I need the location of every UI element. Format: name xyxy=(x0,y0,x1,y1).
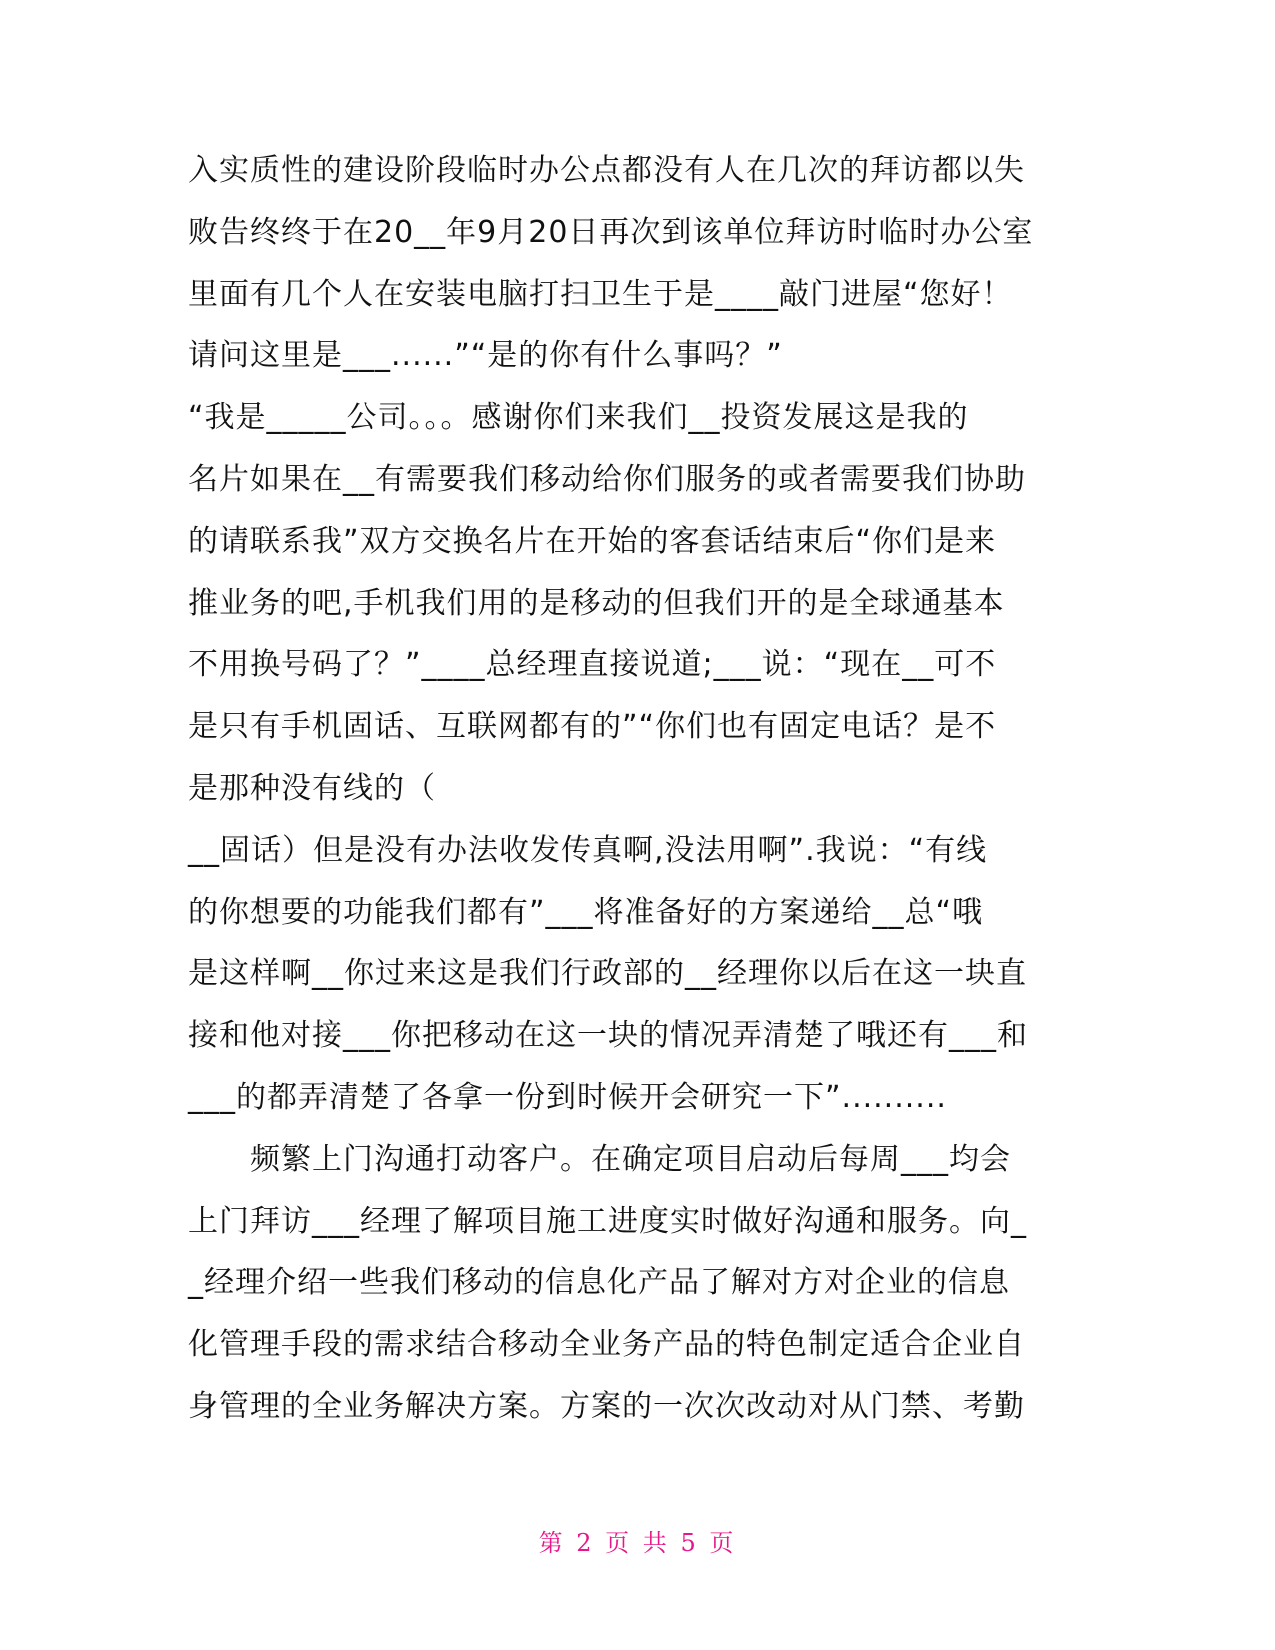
text-line: 身管理的全业务解决方案。方案的一次次改动对从门禁、考勤 xyxy=(188,1388,1025,1424)
text-line: 的请联系我”双方交换名片在开始的客套话结束后“你们是来 xyxy=(188,523,997,559)
text-line: 入实质性的建设阶段临时办公点都没有人在几次的拜访都以失 xyxy=(188,153,1025,188)
text-line: _经理介绍一些我们移动的信息化产品了解对方对企业的信息 xyxy=(188,1265,1010,1301)
text-line: “我是_____公司。。。感谢你们来我们__投资发展这是我的 xyxy=(188,400,969,436)
text-line: ___的都弄清楚了各拿一份到时候开会研究一下”.......... xyxy=(188,1079,947,1115)
text-line: 推业务的吧,手机我们用的是移动的但我们开的是全球通基本 xyxy=(188,585,1005,621)
text-line: 是那种没有线的（ xyxy=(188,770,436,806)
text-line: 败告终终于在20__年9月20日再次到该单位拜访时临时办公室 xyxy=(188,214,1034,250)
paragraph-start-line: 频繁上门沟通打动客户。在确定项目启动后每周___均会 xyxy=(250,1141,1011,1177)
text-line: 请问这里是___......”“是的你有什么事吗？” xyxy=(188,338,783,374)
text-line: 上门拜访___经理了解项目施工进度实时做好沟通和服务。向_ xyxy=(188,1203,1027,1239)
text-line: 名片如果在__有需要我们移动给你们服务的或者需要我们协助 xyxy=(188,461,1026,497)
text-line: 化管理手段的需求结合移动全业务产品的特色制定适合企业自 xyxy=(188,1327,1025,1363)
text-line: 的你想要的功能我们都有”___将准备好的方案递给__总“哦 xyxy=(188,894,984,930)
body-text xyxy=(188,140,1088,1438)
text-line: 接和他对接___你把移动在这一块的情况弄清楚了哦还有___和 xyxy=(188,1018,1028,1054)
text-line: 是这样啊__你过来这是我们行政部的__经理你以后在这一块直 xyxy=(188,956,1027,992)
text-line: 是只有手机固话、互联网都有的”“你们也有固定电话？是不 xyxy=(188,709,997,745)
text-line: __固话）但是没有办法收发传真啊,没法用啊”.我说：“有线 xyxy=(188,832,988,868)
text-line: 不用换号码了？”____总经理直接说道;___说：“现在__可不 xyxy=(188,647,997,683)
text-line: 里面有几个人在安装电脑打扫卫生于是____敲门进屋“您好！ xyxy=(188,276,1013,312)
page-number-footer: 第 2 页 共 5 页 xyxy=(538,1529,737,1557)
